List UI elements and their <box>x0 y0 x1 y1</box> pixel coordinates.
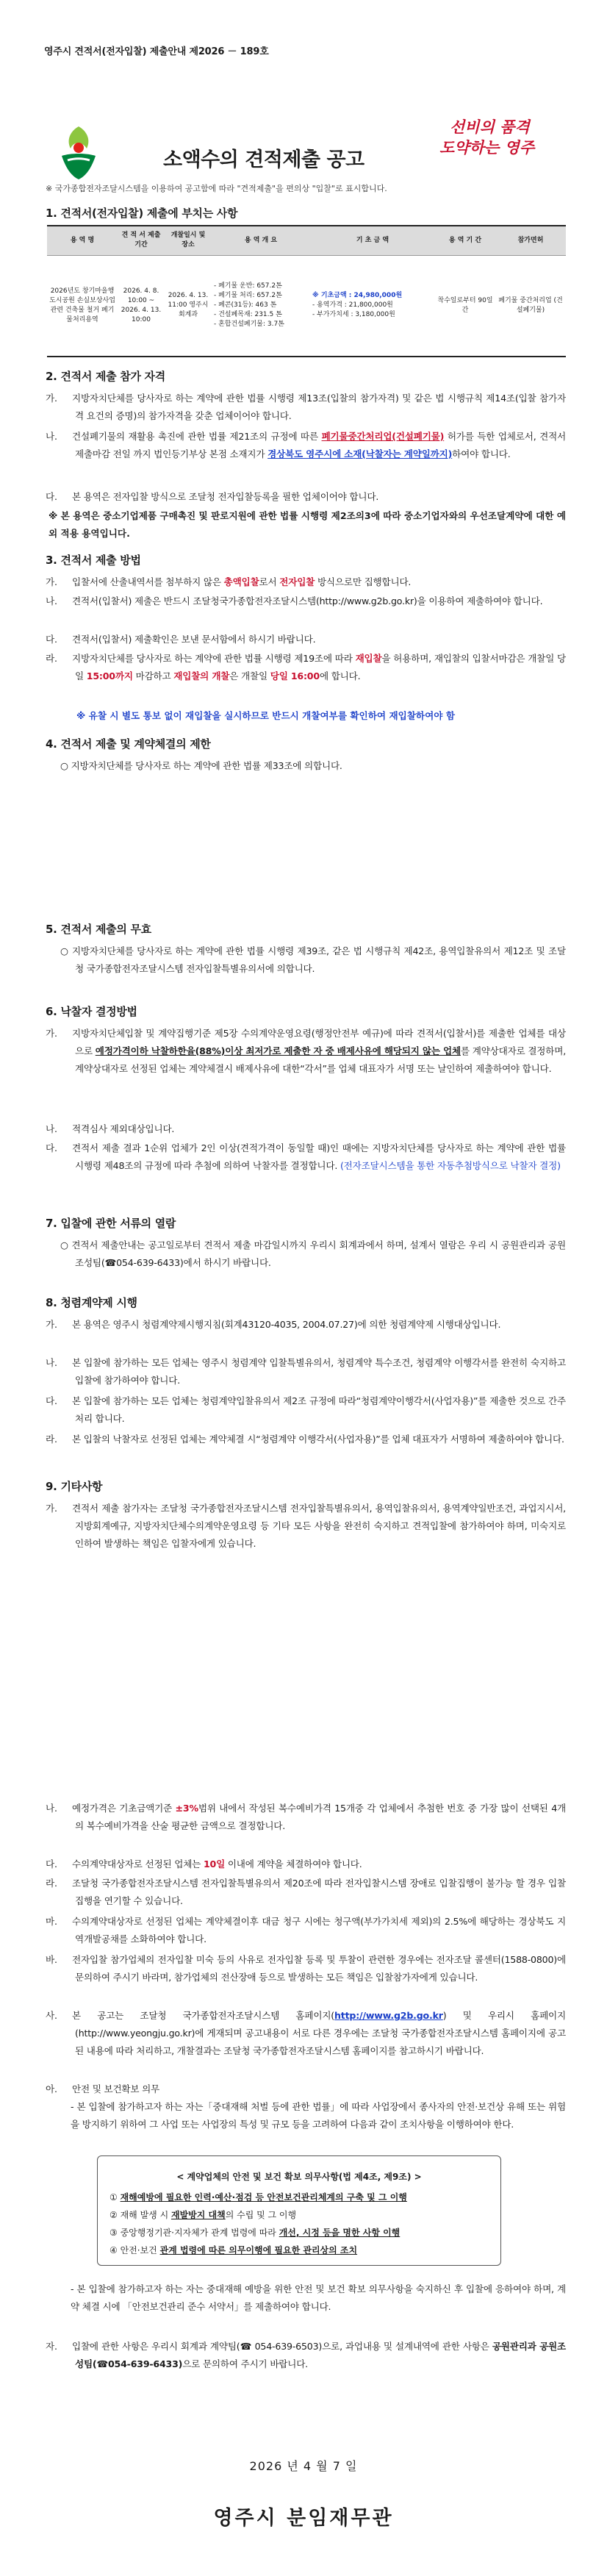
item-label: 나. <box>46 595 57 607</box>
s9-item-ra <box>46 1875 566 1910</box>
summary-line: - 폐기물 처리: 657.2톤 <box>214 292 282 300</box>
item-text: 본 용역은 영주시 청렴계약제시행지침(회계43120-4035, 2004.07.27)에 의한 청렴계약제 시행대상입니다. <box>72 1319 501 1330</box>
item-text: 본 용역은 전자입찰 방식으로 조달청 전자입찰등록을 필한 업체이어야 합니다. <box>72 491 379 502</box>
item-text: 에 합니다. <box>319 670 361 681</box>
s9-item-ga <box>46 1500 566 1553</box>
s9-item-sa <box>46 2007 566 2060</box>
s2-item-da <box>46 488 566 506</box>
item-text: 수의계약대상자로 선정된 업체는 계약체결이후 대금 청구 시에는 청구액(부가가치세 제외)의 2.5%에 해당하는 경상북도 지역개발공채를 소화하여야 합니다. <box>72 1916 566 1944</box>
s2-item-ga <box>46 390 566 425</box>
submission-period-cell: 2026. 4. 8. 10:00 ~ 2026. 4. 13. 10:00 <box>118 255 165 357</box>
s3-item-na <box>46 593 566 610</box>
item-text: 를 계약상대자로 결정하며, 계약상대자로 선정된 업체는 계약체결시 배제사유에 대한“각서”를 업체 대표자가 서명 또는 날인하여 제출하여야 합니다. <box>75 1045 567 1074</box>
s2-note: ※ 본 용역은 중소기업제품 구매촉진 및 판로지원에 관한 법률 시행령 제2조의3에 따라 중소기업자와의 우선조달계약에 대한 예외 적용 용역입니다. <box>49 510 566 539</box>
item-label: 가. <box>46 576 57 587</box>
item-text: 견적서 제출 결과 1순위 업체가 2인 이상(견적가격이 동일할 때)인 때에는 지방자치단체를 당사자로 하는 계약에 관한 법률 시행령 제48조의 규정에 따라 추첨에 의하여 낙찰자를 결정합니다. <box>72 1142 566 1171</box>
license-cell: 폐기물 중간처리업 (건설폐기물) <box>495 255 566 357</box>
item-label: 가. <box>46 1503 57 1514</box>
table-header-cell: 기 초 금 액 <box>310 226 435 255</box>
item-label: 가. <box>46 1319 57 1330</box>
section-4-heading: 4. 견적서 제출 및 계약체결의 제한 <box>46 737 211 751</box>
section-2-heading: 2. 견적서 제출 참가 자격 <box>46 370 165 383</box>
service-price: - 용역가격 : 21,800,000원 <box>312 301 393 310</box>
section-6-heading: 6. 낙찰자 결정방법 <box>46 1005 137 1018</box>
s3-item-da <box>46 631 566 648</box>
s3-item-ga <box>46 573 566 591</box>
item-text: 견적서 제출 참가자는 조달청 국가종합전자조달시스템 전자입찰특별유의서, 용역입찰유의서, 용역계약일반조건, 과업지시서, 지방회계예규, 지방자치단체수의계약운영요령 등 기타 모든 사항을 완전히 숙지하고 견적입찰에 참가하여야 하며, 미숙지로 인하여 발생하는 책임은 입찰자에게 있습니다. <box>72 1503 566 1549</box>
summary-line: - 폐콘(31등): 463 톤 <box>214 301 277 310</box>
item-emphasis: 재입찰 <box>355 653 382 664</box>
item-text: 수의계약대상자로 선정된 업체는 <box>72 1858 204 1870</box>
item-text: 적격심사 제외대상입니다. <box>72 1123 175 1134</box>
box-text: ③ 중앙행정기관·지자체가 관계 법령에 따라 <box>109 2228 279 2238</box>
box-text: 의 수립 및 그 이행 <box>225 2210 297 2220</box>
intro-note: ※ 국가종합전자조달시스템을 이용하여 공고함에 따라 "견적제출"을 편의상 "입찰"로 표시합니다. <box>46 184 387 193</box>
safety-obligations-box <box>97 2155 501 2266</box>
item-text: 은 개찰일 <box>229 670 270 681</box>
s2-item-na <box>46 428 566 463</box>
g2b-link[interactable]: http://www.g2b.go.kr <box>334 2010 443 2021</box>
item-label: 다. <box>46 1395 57 1406</box>
page-title: 소액수의 견적제출 공고 <box>163 149 364 171</box>
item-text: 본 입찰에 참가하는 모든 업체는 영주시 청렴계약 입찰특별유의서, 청렴계약 특수조건, 청렴계약 이행각서를 완전히 숙지하고 입찰에 참가하여야 합니다. <box>72 1357 566 1386</box>
box-emphasis: 관계 법령에 따른 의무이행에 필요한 관리상의 조치 <box>159 2245 358 2255</box>
item-text: 건설폐기물의 재활용 촉진에 관한 법률 제21조의 규정에 따른 <box>72 431 322 442</box>
table-header-cell: 용 역 기 간 <box>435 226 495 255</box>
section-7-heading: 7. 입찰에 관한 서류의 열람 <box>46 1217 176 1230</box>
item-emphasis: ±3% <box>175 1803 198 1814</box>
s8-item-ra <box>46 1431 566 1448</box>
item-label: 다. <box>46 634 57 645</box>
s6-item-na <box>46 1120 566 1138</box>
item-text: 조달청 국가종합전자조달시스템 전자입찰특별유의서 제20조에 따라 전자입찰시스템 장애로 입찰집행이 불가능 할 경우 입찰집행을 연기할 수 있습니다. <box>72 1878 566 1906</box>
summary-line: - 폐기물 운반: 657.2톤 <box>214 282 282 290</box>
opening-date-cell: 2026. 4. 13. 11:00 영주시 회계과 <box>165 255 212 357</box>
item-text: 입찰에 관한 사항은 우리시 회계과 계약팀(☎ 054-639-6503)으로, 과업내용 및 설계내역에 관한 사항은 <box>72 2341 492 2352</box>
item-emphasis: 15:00까지 <box>86 670 133 681</box>
item-emphasis: 예정가격이하 낙찰하한율(88%)이상 최저가로 제출한 자 중 배제사유에 해당되지 않는 업체 <box>95 1045 461 1056</box>
item-label: 사. <box>46 2010 57 2021</box>
item-text: 본 입찰의 낙찰자로 선정된 업체는 계약체결 시“청렴계약 이행각서(사업자용)”를 업체 대표자가 서명하여 제출하여야 합니다. <box>72 1434 564 1445</box>
summary-line: - 건설폐목재: 231.5 톤 <box>214 311 282 319</box>
s9-item-da <box>46 1856 566 1873</box>
s6-item-da <box>46 1139 566 1175</box>
item-text: 지방자치단체를 당사자로 하는 계약에 관한 법률 시행령 제13조(입찰의 참가자격) 및 같은 법 시행규칙 제14조(입찰 참가자격 요건의 증명)의 참가자격을 갖춘 업체이어야 합니다. <box>72 393 566 421</box>
s3-note: ※ 유찰 시 별도 통보 없이 재입찰을 실시하므로 반드시 개찰여부를 확인하여 재입찰하여야 함 <box>76 710 455 721</box>
bid-info-table <box>47 225 566 357</box>
box-title: < 계약업체의 안전 및 보건 확보 의무사항(법 제4조, 제9조) > <box>176 2172 422 2182</box>
item-label: 나. <box>46 1357 57 1368</box>
table-header-row <box>47 226 566 255</box>
item-text: 하여야 합니다. <box>452 448 511 459</box>
box-line <box>109 2224 489 2242</box>
item-label: 라. <box>46 1878 57 1889</box>
announcement-date: 2026 년 4 월 7 일 <box>249 2459 358 2473</box>
item-emphasis: 당일 16:00 <box>270 670 320 681</box>
box-text: ④ 안전·보건 <box>109 2245 160 2255</box>
service-summary-cell <box>212 255 310 357</box>
slogan-line-2: 도약하는 영주 <box>439 138 535 157</box>
item-emphasis: 총액입찰 <box>223 576 259 587</box>
s5-item: ○ 지방자치단체를 당사자로 하는 계약에 관한 법률 시행령 제39조, 같은 법 시행규칙 제42조, 용역입찰유의서 제12조 및 조달청 국가종합전자조달시스템 전자입찰특별유의서에 의합니다. <box>60 945 566 974</box>
issuer-signature: 영주시 분임재무관 <box>213 2507 394 2530</box>
table-header-cell: 용 역 개 요 <box>212 226 310 255</box>
summary-line: - 혼합건설폐기물: 3.7톤 <box>214 321 284 329</box>
s9-item-a-text-2: - 본 입찰에 참가하고자 하는 자는 중대재해 예방을 위한 안전 및 보건 확보 의무사항을 숙지하신 후 입찰에 응하여야 하며, 계약 체결 시에 「안전보건관리 준수 서약서」를 제출하여야 합니다. <box>71 2283 566 2312</box>
item-text: 입찰서에 산출내역서를 첨부하지 않은 <box>72 576 224 587</box>
city-slogan <box>439 118 564 159</box>
table-header-cell: 용 역 명 <box>47 226 118 255</box>
item-emphasis: 10일 <box>203 1858 226 1870</box>
box-emphasis: 개선, 시정 등을 명한 사항 이행 <box>279 2228 401 2238</box>
item-text: 예정가격은 기초금액기준 <box>72 1803 176 1814</box>
yeongju-city-logo-icon <box>57 124 100 181</box>
item-text: 마감하고 <box>132 670 174 681</box>
item-text: 을 허용하며, 재입찰의 입찰서마감은 개찰일 당일 <box>75 653 567 681</box>
item-label: 바. <box>46 1954 57 1965</box>
notice-number: 영주시 견적서(전자입찰) 제출안내 제2026 － 189호 <box>44 46 269 57</box>
item-label: 라. <box>46 653 57 664</box>
s8-item-ga <box>46 1316 566 1334</box>
section-1-heading: 1. 견적서(전자입찰) 제출에 부치는 사항 <box>46 207 238 220</box>
section-3-heading: 3. 견적서 제출 방법 <box>46 554 141 567</box>
s8-item-da <box>46 1392 566 1428</box>
table-header-cell: 개찰일시 및 장소 <box>165 226 212 255</box>
item-text: 범위 내에서 작성된 복수예비가격 15개중 각 업체에서 추첨한 번호 중 가장 많이 선택된 4개의 복수예비가격을 산술 평균한 금액으로 결정합니다. <box>75 1803 566 1831</box>
item-label: 다. <box>46 1142 57 1153</box>
s3-item-ra <box>46 650 567 685</box>
box-text: ② 재해 발생 시 <box>109 2210 171 2220</box>
item-label: 마. <box>46 1916 57 1927</box>
item-text: ) 및 우리시 홈페이지(http://www.yeongju.go.kr)에 게재되며 공고내용이 서로 다른 경우에는 조달청 국가종합전자조달시스템 홈페이지에 공고된 내용에 따라 처리하고, 개찰결과는 조달청 국가종합전자조달시스템 홈페이지를 참고하시기 바랍니다. <box>75 2010 566 2056</box>
item-text: 견적서(입찰서) 제출확인은 보낸 문서함에서 하시기 바랍니다. <box>72 634 316 645</box>
table-row <box>47 255 566 357</box>
section-9-heading: 9. 기타사항 <box>46 1480 103 1493</box>
service-term-cell: 착수일로부터 90일간 <box>435 255 495 357</box>
slogan-line-1: 선비의 품격 <box>450 118 530 136</box>
item-label: 가. <box>46 393 57 404</box>
item-text: 지방자치단체를 당사자로 하는 계약에 관한 법률 시행령 제19조에 따라 <box>72 653 356 664</box>
vat-amount: - 부가가치세 : 3,180,000원 <box>312 311 395 319</box>
s4-item: ○ 지방자치단체를 당사자로 하는 계약에 관한 법률 제33조에 의합니다. <box>60 760 342 771</box>
item-text: 견적서(입찰서) 제출은 반드시 조달청국가종합전자조달시스템(http://www.g2b.go.kr)을 이용하여 제출하여야 합니다. <box>72 595 543 607</box>
item-label: 아. <box>46 2083 57 2094</box>
item-emphasis: 경상북도 영주시에 소재(낙찰자는 계약일까지) <box>267 448 453 459</box>
item-label: 나. <box>46 1803 57 1814</box>
item-label: 나. <box>46 1123 57 1134</box>
item-text: 이내에 계약을 체결하여야 합니다. <box>225 1858 362 1870</box>
s8-item-na <box>46 1354 566 1389</box>
item-label: 나. <box>46 431 57 442</box>
s6-item-ga <box>46 1025 567 1078</box>
item-emphasis: (전자조달시스템을 통한 자동추첨방식으로 낙찰자 결정) <box>340 1160 561 1171</box>
box-emphasis: 재발방지 대책 <box>170 2210 226 2220</box>
base-amount-total: ※ 기초금액 : 24,980,000원 <box>312 292 403 300</box>
table-header-cell: 견 적 서 제출기간 <box>118 226 165 255</box>
item-emphasis: 전자입찰 <box>279 576 315 587</box>
base-amount-cell <box>310 255 435 357</box>
box-emphasis: 재해예방에 필요한 인력·예산·점검 등 안전보건관리체계의 구축 및 그 이행 <box>120 2192 407 2203</box>
item-text: 허가를 득한 업체로서, 견적서 제출마감 전일 까지 법인등기부상 본점 소재지가 <box>75 431 566 459</box>
item-label: 라. <box>46 1434 57 1445</box>
item-text: 방식으로만 집행합니다. <box>315 576 412 587</box>
item-text: 으로 문의하여 주시기 바랍니다. <box>182 2358 308 2369</box>
s9-item-a <box>46 2081 566 2098</box>
section-5-heading: 5. 견적서 제출의 무효 <box>46 923 151 936</box>
box-num: ① <box>109 2192 121 2203</box>
s9-item-ma <box>46 1913 566 1948</box>
box-line <box>109 2189 489 2206</box>
s7-item: ○ 견적서 제출안내는 공고일로부터 견적서 제출 마감일시까지 우리시 회계과에서 하며, 설계서 열람은 우리 시 공원관리과 공원조성팀(☎054-639-6433)에서 하시기 바랍니다. <box>60 1239 566 1268</box>
item-text: 로서 <box>259 576 280 587</box>
service-name-cell: 2026년도 창기마을행 도시공원 손실보상사업 관련 건축물 철거 폐기물처리용역 <box>47 255 118 357</box>
item-label: 다. <box>46 1858 57 1870</box>
item-emphasis: 공원관리과 공원조성팀(☎054-639-6433) <box>75 2341 566 2369</box>
s9-item-na <box>46 1800 566 1835</box>
box-line <box>109 2242 489 2259</box>
item-text: 안전 및 보건확보 의무 <box>72 2083 160 2094</box>
item-text: 전자입찰 참가업체의 전자입찰 미숙 등의 사유로 전자입찰 등록 및 투찰이 관련한 경우에는 전자조달 콜센터(1588-0800)에 문의하여 주시기 바라며, 참가업체의 전산장애 등으로 발생하는 모든 책임은 입찰참가자에게 있습니다. <box>72 1954 566 1983</box>
s9-item-ba <box>46 1951 566 1986</box>
s9-item-a-text-1: - 본 입찰에 참가하고자 하는 자는「중대재해 처벌 등에 관한 법률」에 따라 사업장에서 종사자의 안전·보건상 유해 또는 위험을 방지하기 위하여 그 사업 또는 사업장의 특성 및 규모 등을 고려하여 다음과 같이 조치사항을 이행하여야 한다. <box>71 2101 566 2130</box>
item-label: 다. <box>46 491 57 502</box>
box-line <box>109 2206 489 2224</box>
table-header-cell: 참가면허 <box>495 226 566 255</box>
item-text: 본 공고는 조달청 국가종합전자조달시스템 홈페이지( <box>72 2010 334 2021</box>
item-text: 본 입찰에 참가하는 모든 업체는 청렴계약입찰유의서 제2조 규정에 따라“청렴계약이행각서(사업자용)”를 제출한 것으로 간주 처리 합니다. <box>72 1395 566 1424</box>
item-text: 지방자치단체입찰 및 계약집행기준 제5장 수의계약운영요령(행정안전부 예규)에 따라 견적서(입찰서)를 제출한 업체를 대상으로 <box>72 1028 566 1056</box>
item-emphasis: 재입찰의 개찰 <box>173 670 230 681</box>
section-8-heading: 8. 청렴계약제 시행 <box>46 1296 137 1309</box>
item-label: 가. <box>46 1028 57 1039</box>
item-label: 자. <box>46 2341 57 2352</box>
item-emphasis: 폐기물중간처리업(건설폐기물) <box>321 431 445 442</box>
s9-item-ja <box>46 2338 566 2373</box>
